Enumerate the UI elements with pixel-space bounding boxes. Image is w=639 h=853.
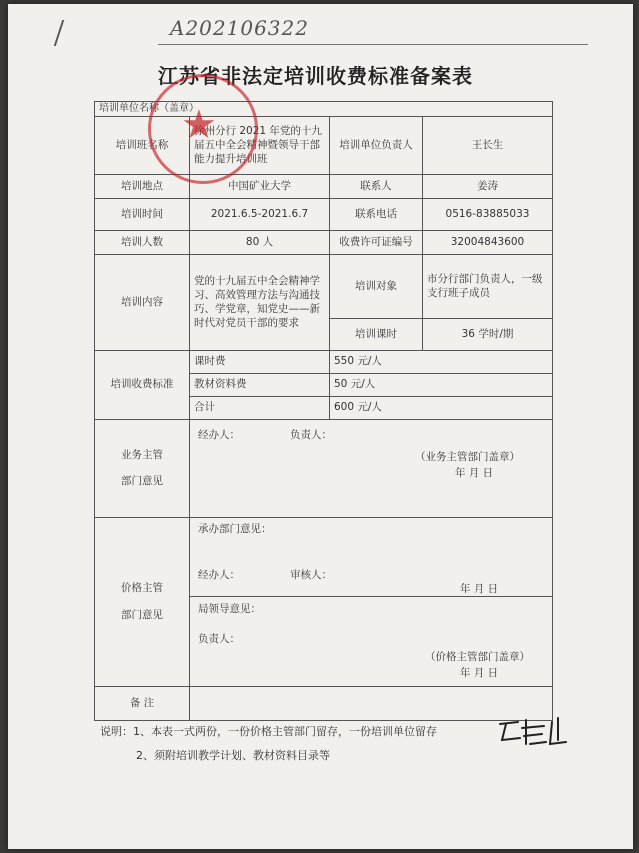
license-value: 32004843600 bbox=[423, 230, 553, 254]
fee-std-label: 培训收费标准 bbox=[95, 350, 190, 419]
price-dept-label bbox=[95, 517, 190, 686]
target-value: 市分行部门负责人，一级支行班子成员 bbox=[423, 254, 553, 318]
program-name-value: 徐州分行 2021 年党的十九届五中全会精神暨领导干部能力提升培训班 bbox=[190, 116, 330, 174]
time-value: 2021.6.5-2021.6.7 bbox=[190, 198, 330, 230]
count-label: 培训人数 bbox=[95, 230, 190, 254]
table-row bbox=[95, 517, 553, 686]
filing-table bbox=[94, 101, 553, 721]
unit-head-value: 王长生 bbox=[423, 116, 553, 174]
table-row bbox=[95, 419, 553, 517]
contact-value: 姜涛 bbox=[423, 174, 553, 198]
price-dept-label-line1: 价格主管 bbox=[121, 582, 163, 595]
biz-dept-label-line2: 部门意见 bbox=[121, 475, 163, 487]
phone-label: 联系电话 bbox=[330, 198, 423, 230]
handwritten-mark bbox=[54, 20, 74, 46]
unit-head-label: 培训单位负责人 bbox=[330, 116, 423, 174]
handwritten-signature bbox=[496, 714, 586, 754]
handwritten-doc-id: A202106322 bbox=[170, 16, 309, 40]
target-label: 培训对象 bbox=[330, 254, 423, 318]
remarks-label: 备 注 bbox=[95, 686, 190, 720]
content-label: 培训内容 bbox=[95, 254, 190, 350]
hours-value: 36 学时/期 bbox=[423, 318, 553, 350]
price-head: 负责人： bbox=[198, 632, 240, 645]
table-row bbox=[95, 230, 553, 254]
total-value: 600 元/人 bbox=[330, 396, 553, 419]
note-line-2: 2、须附培训教学计划、教材资料目录等 bbox=[136, 749, 330, 763]
price-handler: 经办人： bbox=[198, 568, 240, 581]
biz-seal: （业务主管部门盖章） bbox=[415, 450, 520, 463]
unit-name-label: 培训单位名称（盖章） bbox=[95, 102, 553, 117]
table-row bbox=[95, 198, 553, 230]
biz-head: 负责人： bbox=[290, 428, 332, 441]
count-value: 80 人 bbox=[190, 230, 330, 254]
biz-dept-label-line1: 业务主管 bbox=[121, 448, 163, 461]
price-bureau: 局领导意见： bbox=[198, 602, 261, 615]
table-row bbox=[95, 686, 553, 720]
materials-value: 50 元/人 bbox=[330, 373, 553, 396]
content-value: 党的十九届五中全会精神学习、高效管理方法与沟通技巧、学党章，知党史——新时代对党员干部的要求 bbox=[190, 254, 330, 350]
hours-label: 培训课时 bbox=[330, 318, 423, 350]
program-name-label: 培训班名称 bbox=[95, 116, 190, 174]
biz-dept-label bbox=[95, 419, 190, 517]
tuition-value: 550 元/人 bbox=[330, 350, 553, 373]
materials-label: 教材资料费 bbox=[190, 373, 330, 396]
total-label: 合计 bbox=[190, 396, 330, 419]
handwritten-underline bbox=[158, 44, 588, 45]
price-seal: （价格主管部门盖章） bbox=[425, 650, 530, 663]
time-label: 培训时间 bbox=[95, 198, 190, 230]
form-paper bbox=[8, 4, 633, 849]
form-title: 江苏省非法定培训收费标准备案表 bbox=[158, 64, 473, 88]
star-icon: ★ bbox=[181, 102, 217, 148]
biz-opinion-cell bbox=[190, 419, 553, 517]
price-date1: 年 月 日 bbox=[460, 582, 499, 595]
table-row bbox=[95, 174, 553, 198]
price-opinion-cell bbox=[190, 517, 553, 686]
location-value: 中国矿业大学 bbox=[190, 174, 330, 198]
biz-handler: 经办人： bbox=[198, 428, 240, 441]
price-undertake: 承办部门意见： bbox=[198, 522, 272, 535]
price-date2: 年 月 日 bbox=[460, 666, 499, 679]
price-divider bbox=[190, 596, 552, 597]
table-row bbox=[95, 254, 553, 318]
price-dept-label-line2: 部门意见 bbox=[121, 608, 163, 621]
license-label: 收费许可证编号 bbox=[330, 230, 423, 254]
location-label: 培训地点 bbox=[95, 174, 190, 198]
price-reviewer: 审核人： bbox=[290, 568, 332, 581]
table-row bbox=[95, 350, 553, 373]
phone-value: 0516-83885033 bbox=[423, 198, 553, 230]
contact-label: 联系人 bbox=[330, 174, 423, 198]
biz-date: 年 月 日 bbox=[455, 466, 494, 479]
red-seal-stamp bbox=[148, 74, 258, 184]
note-line-1: 说明：1、本表一式两份，一份价格主管部门留存，一份培训单位留存 bbox=[100, 725, 437, 738]
tuition-label: 课时费 bbox=[190, 350, 330, 373]
